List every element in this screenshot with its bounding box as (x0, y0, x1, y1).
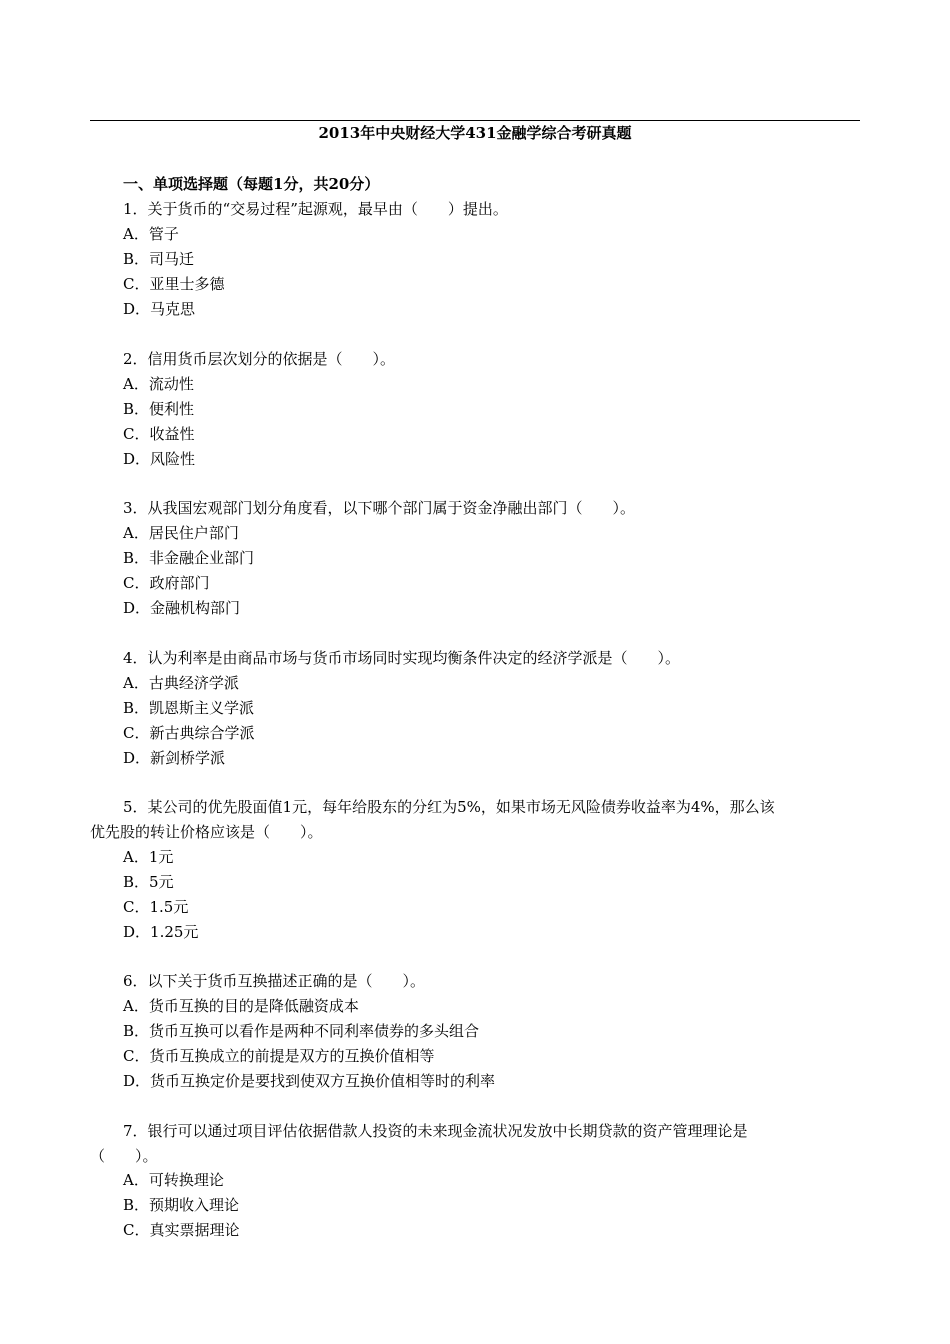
question-1-option-b: B．司马迁 (123, 250, 195, 268)
question-3-option-b: B．非金融企业部门 (123, 549, 255, 567)
question-7-option-a: A．可转换理论 (123, 1171, 224, 1189)
question-1-stem: 1．关于货币的“交易过程”起源观，最早由（ ）提出。 (123, 200, 508, 218)
question-2-option-d: D．风险性 (123, 450, 196, 468)
question-3-stem: 3．从我国宏观部门划分角度看，以下哪个部门属于资金净融出部门（ ）。 (123, 499, 636, 517)
section-heading: 一、单项选择题（每题1分，共20分） (123, 175, 380, 193)
question-6-option-a: A．货币互换的目的是降低融资成本 (123, 997, 359, 1015)
question-6-option-c: C．货币互换成立的前提是双方的互换价值相等 (123, 1047, 435, 1065)
question-7-stem: 7．银行可以通过项目评估依据借款人投资的未来现金流状况发放中长期贷款的资产管理理论是 (123, 1122, 748, 1140)
question-4-option-c: C．新古典综合学派 (123, 724, 255, 742)
header-rule (90, 120, 860, 121)
question-2-option-b: B．便利性 (123, 400, 195, 418)
page-title: 2013年中央财经大学431金融学综合考研真题 (318, 124, 632, 142)
question-4-option-b: B．凯恩斯主义学派 (123, 699, 255, 717)
question-3-option-d: D．金融机构部门 (123, 599, 241, 617)
question-5-stem-continued: 优先股的转让价格应该是（ ）。 (90, 823, 323, 841)
question-5-option-b: B．5元 (123, 873, 174, 891)
question-7-option-c: C．真实票据理论 (123, 1221, 240, 1239)
question-6-option-b: B．货币互换可以看作是两种不同利率债券的多头组合 (123, 1022, 480, 1040)
question-6-option-d: D．货币互换定价是要找到使双方互换价值相等时的利率 (123, 1072, 496, 1090)
question-7-option-b: B．预期收入理论 (123, 1196, 240, 1214)
question-2-option-c: C．收益性 (123, 425, 195, 443)
question-2-stem: 2．信用货币层次划分的依据是（ ）。 (123, 350, 396, 368)
question-5-option-d: D．1.25元 (123, 923, 199, 941)
question-1-option-c: C．亚里士多德 (123, 275, 225, 293)
question-5-option-c: C．1.5元 (123, 898, 189, 916)
question-4-stem: 4．认为利率是由商品市场与货币市场同时实现均衡条件决定的经济学派是（ ）。 (123, 649, 681, 667)
question-2-option-a: A．流动性 (123, 375, 194, 393)
question-4-option-d: D．新剑桥学派 (123, 749, 226, 767)
question-1-option-d: D．马克思 (123, 300, 196, 318)
question-7-stem-continued: （ ）。 (90, 1147, 158, 1165)
question-3-option-a: A．居民住户部门 (123, 524, 239, 542)
question-1-option-a: A．管子 (123, 225, 179, 243)
question-4-option-a: A．古典经济学派 (123, 674, 239, 692)
question-5-stem: 5．某公司的优先股面值1元，每年给股东的分红为5%，如果市场无风险债券收益率为4%，那么该 (123, 798, 775, 816)
question-6-stem: 6．以下关于货币互换描述正确的是（ ）。 (123, 972, 426, 990)
question-5-option-a: A．1元 (123, 848, 174, 866)
question-3-option-c: C．政府部门 (123, 574, 210, 592)
